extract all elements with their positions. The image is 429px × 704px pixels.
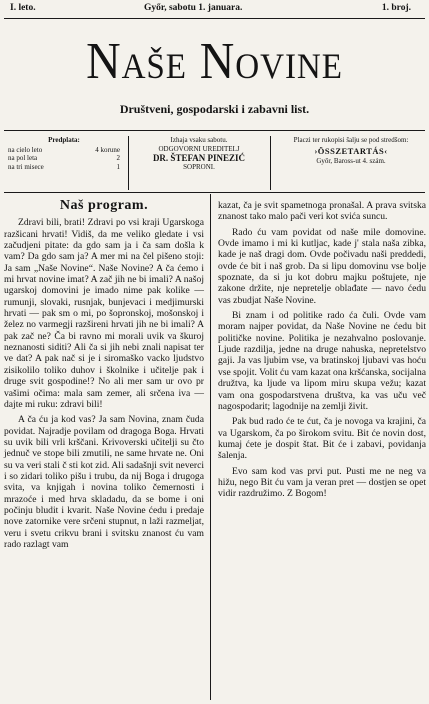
subscription-box [4, 136, 124, 190]
article-left-column [4, 200, 204, 550]
masthead-title: Naše Novine [86, 33, 343, 90]
article-paragraph: Rado ću vam povidat od naše mile domovine. Ovde imamo i mi ki kutljac, kade j' stala naša zibka, kade je naš dragi dom. Ovde počivadu naši preddedi, ovde će bit i naš grob. Da si lipu domovinu vse bolje spoznate, da si ju kot dobru majku poštujete, nje zakone držite, nje nepretelje oblađate — navo ćedu vas zbudjat Naše Novine. [218, 226, 426, 306]
editor-name: DR. ŠTEFAN PINEZIĆ [152, 153, 246, 164]
publication-box [132, 136, 266, 190]
header-rule [4, 18, 425, 19]
info-divider [128, 136, 129, 190]
article-paragraph: Pak bud rado će te ćut, ča je novoga va krajini, ča va Ugarskom, ča po širokom svitu. Bit će novin dost, kumaj ćete je dospit štat. Bit će i zabavi, povidanja šalenja. [218, 416, 426, 462]
subscription-period: na tri misece [8, 162, 44, 171]
info-divider [270, 136, 271, 190]
column-separator [210, 194, 211, 700]
place-date: Győr, sabotu 1. januara. [144, 3, 243, 13]
publication-frequency: Izhaja vsaku sabotu. [170, 136, 228, 144]
office-box [276, 136, 426, 190]
info-bottom-rule [4, 192, 425, 193]
office-address: Győr, Baross-ut 4. szám. [316, 157, 386, 166]
subscription-amount: 2 [116, 154, 120, 163]
article-paragraph: kazat, ča je svit spametnoga pronašal. A prava svitska znanost tako malo pači veri kot svića suncu. [218, 200, 426, 223]
masthead-subtitle: Društveni, gospodarski i zabavni list. [119, 102, 310, 116]
subscription-amount: 4 korune [95, 145, 120, 154]
issue-number: 1. broj. [381, 3, 411, 13]
info-top-rule [4, 130, 425, 131]
subscription-row [4, 146, 124, 155]
volume-year: I. leto. [10, 3, 36, 13]
subscription-period: na cielo leto [8, 145, 43, 154]
subscription-amount: 1 [116, 162, 120, 171]
subscription-label: Predplata: [48, 136, 80, 144]
article-right-column [218, 200, 426, 500]
office-line: Placzi ter rukopisi šalju se pod stredšom: [293, 136, 409, 144]
subscription-period: na pol leta [8, 154, 38, 163]
editor-place: SOPRONI. [183, 162, 215, 171]
article-paragraph: Bi znam i od politike rado ća čuli. Ovde vam moram najper povidat, da Naše Novine ne ćedu bit političke novine. Politika je nezahvalno poslovanje. Ljude razdilja, jedne na druge nahuska, nepretelstvo gaji. Ja vas ljubim vse, va bratinskoj ljubavi vas hoću vse spojit. Volit ću vam kazat ona kršćanska, socijalna družtva, ka ljude va lipom miru skupa vežu; kazat vam ona gospodarstvena društva, ka vas uču več nagospodarit; lagodnije na zemlji živit. [218, 310, 426, 412]
article-paragraph: Evo sam kod vas prvi put. Pusti me ne neg va hižu, nego Bit ću vam ja veran pret — dostjen se opet vidir razdružimo. Z Bogom! [218, 465, 426, 500]
header-line [4, 2, 425, 16]
subscription-row [4, 163, 124, 172]
article-title: Naš program. [59, 198, 149, 213]
article-paragraph: Zdravi bili, brati! Zdravi po vsi kraji Ugarskoga razšicani hrvati! Vidiš, da me veliko gledate i vsi začudjeni pitate: da gdo sam ja i ča sam došla k vam? Da gdo sam ja? A mer mi na čel pišeno stoji: Ja sam „Naše Novine“. Naše Novine? A ča ćemo i mi hrvat novine imat? A zač jih ne bi imali? A našoj ugarskoj domovini je imado nime pak kolike — rumunji, slovaki, rusnjak, bunjevaci i medjimurski hrvati — pak sm o mi, po šopronskoj, mošonskoj i želez no varmegji razšireni hrvati jih ne bi imali? A pak zač ne? Ča bi ravno mi morali uvik va škuroj neznanosti siditi? Ali ča si jih nebi znali napisat ter ve dat? A pak nač si je i siromaško vacko ljudstvo zisikolilo toliko duhov i školnike i učitelje pak i druge svit gospodine!? No ali mer sam ur ovo pr vašimi očima: mala sam zemer, ali srčena iva — dajte mi ruku: zdravi bili! [4, 217, 204, 410]
subscription-row [4, 154, 124, 163]
publisher-name: ›ÖSSZETARTÁS‹ [314, 145, 388, 156]
article-paragraph: A ča ću ja kod vas? Ja sam Novina, znam čuda povidat. Najradje povilam od dragoga Boga. Hrvati su uvik bili vrli krščani. Krivoverski učitelji su čto jednuč ve stope bili zmutili, ne same hrvate ne. Oni su va veri stali č sti kot zid. Ali sadašnji svit neverci i so zidari toliko pišu i trubu, da nij Boga i drugoga svita, va knjigah i novina toliko čemernosti i mrazoće i med hrva skladadu, da se bome i oni počinju bludit i kvarit. Naše Novine ćedu i predaje nove zatornike vere srčeni stupnut, n laži razmeljat, veru i svetu crikvu brani i svitsku znanost ću vam rado razlagt vam [4, 414, 204, 550]
editor-label: ODGOVORNI UREDITELJ [158, 144, 240, 153]
